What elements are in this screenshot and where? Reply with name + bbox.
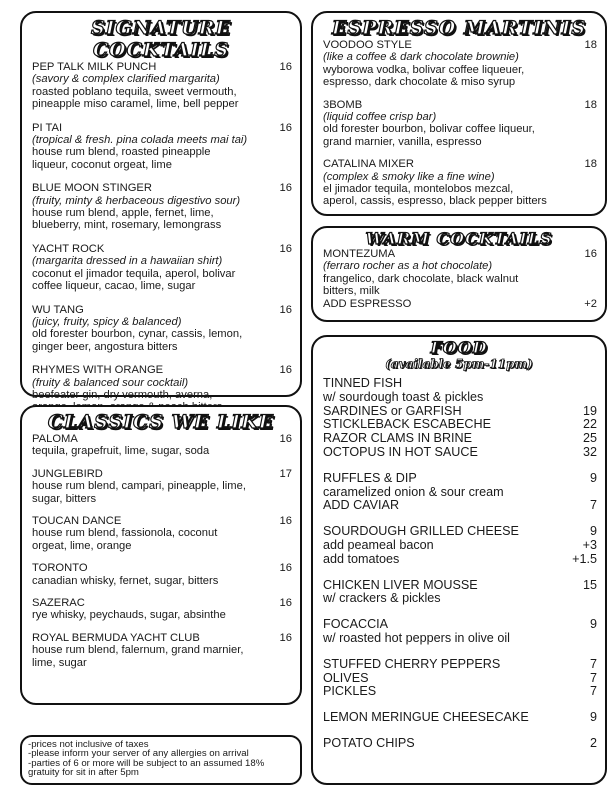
item-ingredients: tequila, grapefruit, lime, sugar, soda [32, 445, 210, 458]
food-item-price: +3 [582, 537, 597, 552]
item-ingredients: wyborowa vodka, bolivar coffee liqueuer, [323, 63, 525, 76]
food-line [323, 618, 597, 632]
item-price: 16 [279, 433, 292, 445]
item-name: PI TAI [32, 121, 63, 134]
food-item-price: 2 [589, 735, 597, 750]
item-price: 16 [279, 242, 292, 255]
item-header [32, 304, 292, 316]
item-price: 18 [584, 39, 597, 51]
item-description: (savory & complex clarified margarita) [32, 73, 220, 86]
food-line [323, 486, 597, 500]
food-item-text: caramelized onion & sour cream [323, 484, 504, 499]
menu-item [32, 597, 292, 622]
food-line [323, 377, 597, 391]
item-header [32, 433, 292, 445]
item-ingredients: lime, sugar [32, 656, 87, 669]
food-item-price [577, 486, 597, 500]
item-ingredients: frangelico, dark chocolate, black walnut [323, 272, 519, 285]
item-ingredients: coffee liqueur, cacao, lime, sugar [32, 280, 196, 293]
item-ingredients: canadian whisky, fernet, sugar, bitters [32, 574, 219, 587]
item-name: CATALINA MIXER [323, 158, 414, 171]
item-price: 16 [584, 248, 597, 260]
signature-items [22, 61, 300, 414]
item-ingredients: house rum blend, fassionola, coconut [32, 527, 218, 540]
item-name: 3BOMB [323, 98, 363, 111]
food-group [323, 377, 597, 460]
item-header [323, 158, 597, 170]
note-line: -parties of 6 or more will be subject to an assumed 18% [28, 757, 265, 769]
food-item-text: CHICKEN LIVER MOUSSE [323, 577, 478, 592]
item-description: (complex & smoky like a fine wine) [323, 170, 495, 183]
addon-name: ADD ESPRESSO [323, 297, 412, 310]
item-price: 17 [279, 467, 292, 480]
menu-item [323, 248, 597, 310]
item-ingredients: el jimador tequila, montelobos mezcal, [323, 183, 514, 196]
item-price: 16 [279, 597, 292, 610]
item-ingredients: pineapple miso caramel, lime, bell pepper [32, 98, 239, 111]
item-price: 16 [279, 631, 292, 644]
menu-item [32, 182, 292, 232]
item-header [32, 182, 292, 194]
food-line [323, 405, 597, 419]
menu-item [32, 632, 292, 669]
menu-item [323, 158, 597, 208]
food-item-text: add peameal bacon [323, 537, 434, 552]
item-ingredients: aperol, cassis, espresso, black pepper bitters [323, 195, 547, 208]
food-item-text: w/ sourdough toast & pickles [323, 389, 484, 404]
item-ingredients: house rum blend, apple, fernet, lime, [32, 207, 214, 220]
food-line [323, 446, 597, 460]
espresso-items [313, 39, 605, 208]
food-group [323, 579, 597, 607]
food-item-price: 7 [589, 684, 597, 699]
item-header [32, 468, 292, 480]
item-description: (juicy, fruity, spicy & balanced) [32, 315, 182, 328]
section-title: CLASSICS WE LIKE [47, 411, 275, 433]
item-ingredients: orgeat, lime, orange [32, 539, 132, 552]
food-line [323, 685, 597, 699]
menu-item [32, 515, 292, 552]
food-group [323, 525, 597, 566]
item-header [32, 243, 292, 255]
signature-cocktails-panel [20, 11, 302, 401]
menu-item [32, 433, 292, 458]
item-price: 16 [279, 515, 292, 528]
food-line [323, 711, 597, 725]
food-item-price: 19 [582, 403, 597, 418]
food-item-text: add tomatoes [323, 551, 400, 566]
item-name: YACHT ROCK [32, 242, 105, 255]
item-name: BLUE MOON STINGER [32, 182, 152, 195]
food-item-text: FOCACCIA [323, 617, 389, 632]
food-item-text: OCTOPUS IN HOT SAUCE [323, 444, 478, 459]
food-item-price: 7 [589, 656, 597, 671]
food-item-text: POTATO CHIPS [323, 735, 415, 750]
food-line [323, 672, 597, 686]
item-ingredients: grand marnier, vanilla, espresso [323, 135, 482, 148]
food-item-text: TINNED FISH [323, 376, 403, 390]
item-ingredients: house rum blend, falernum, grand marnier, [32, 644, 244, 657]
item-name: MONTEZUMA [323, 248, 396, 260]
item-ingredients: bitters, milk [323, 285, 380, 298]
item-price: 16 [279, 364, 292, 377]
item-name: PEP TALK MILK PUNCH [32, 61, 157, 73]
food-item-price: 7 [589, 498, 597, 513]
food-line [323, 553, 597, 567]
food-line [323, 472, 597, 486]
espresso-martinis-panel [311, 11, 607, 216]
item-header [32, 364, 292, 376]
item-price: 18 [584, 98, 597, 111]
food-group [323, 737, 597, 751]
food-panel [311, 335, 607, 785]
item-price: 16 [279, 562, 292, 575]
food-item-text: PICKLES [323, 684, 377, 699]
item-header [32, 61, 292, 73]
food-line [323, 525, 597, 539]
food-item-price: 9 [589, 710, 597, 725]
section-title: SIGNATURE COCKTAILS [91, 17, 231, 61]
item-description: (ferraro rocher as a hot chocolate) [323, 260, 493, 273]
item-ingredients: espresso, dark chocolate & miso syrup [323, 76, 516, 89]
food-group [323, 472, 597, 513]
item-name: JUNGLEBIRD [32, 467, 103, 480]
item-ingredients: ginger beer, angostura bitters [32, 340, 178, 353]
classics-items [22, 433, 300, 669]
item-ingredients: house rum blend, roasted pineapple [32, 146, 211, 159]
food-line [323, 579, 597, 593]
food-item-text: LEMON MERINGUE CHEESECAKE [323, 710, 529, 725]
food-item-price: 7 [589, 670, 597, 685]
note-line: gratuity for sit in after 5pm [28, 767, 139, 779]
item-ingredients: rye whisky, peychauds, sugar, absinthe [32, 609, 226, 622]
item-price: 16 [279, 61, 292, 73]
item-header [32, 632, 292, 644]
food-line [323, 499, 597, 513]
menu-item [32, 562, 292, 587]
item-ingredients: coconut el jimador tequila, aperol, bolivar [32, 267, 236, 280]
item-ingredients: roasted poblano tequila, sweet vermouth, [32, 85, 237, 98]
warm-cocktails-panel [311, 226, 607, 322]
item-header [32, 597, 292, 609]
note-line: -prices not inclusive of taxes [28, 739, 149, 750]
item-description: (liquid coffee crisp bar) [323, 111, 437, 124]
food-item-text: RUFFLES & DIP [323, 470, 417, 485]
food-group [323, 711, 597, 725]
food-item-text: w/ crackers & pickles [323, 591, 441, 606]
item-description: (fruity, minty & herbaceous digestivo sour) [32, 194, 241, 207]
item-price: 16 [279, 121, 292, 134]
menu-item [323, 99, 597, 149]
item-name: PALOMA [32, 433, 78, 445]
menu-item [32, 122, 292, 172]
food-item-price [577, 632, 597, 646]
item-ingredients: beefeater gin, dry vermouth, averna, [32, 388, 213, 401]
classics-panel [20, 405, 302, 705]
item-description: (tropical & fresh. pina colada meets mai tai) [32, 134, 248, 147]
item-header [32, 122, 292, 134]
section-title: ESPRESSO MARTINIS [331, 17, 587, 39]
menu-item [32, 304, 292, 354]
item-name: ROYAL BERMUDA YACHT CLUB [32, 631, 200, 644]
section-title: FOOD [430, 338, 488, 357]
food-item-text: RAZOR CLAMS IN BRINE [323, 431, 473, 446]
food-line [323, 658, 597, 672]
menu-item [32, 243, 292, 293]
item-header [323, 99, 597, 111]
food-item-text: w/ roasted hot peppers in olive oil [323, 630, 510, 645]
food-item-price [577, 592, 597, 606]
item-name: RHYMES WITH ORANGE [32, 364, 164, 377]
food-items [313, 377, 605, 751]
food-line [323, 737, 597, 751]
food-item-price: +1.5 [572, 551, 597, 566]
food-item-price: 22 [582, 417, 597, 432]
food-line [323, 391, 597, 405]
item-header [32, 562, 292, 574]
food-item-price: 9 [589, 617, 597, 632]
item-ingredients: sugar, bitters [32, 492, 97, 505]
item-description: (fruity & balanced sour cocktail) [32, 376, 189, 389]
food-item-price: 32 [582, 444, 597, 459]
item-price: 16 [279, 303, 292, 316]
food-line [323, 592, 597, 606]
food-item-text: OLIVES [323, 670, 369, 685]
food-item-text: STUFFED CHERRY PEPPERS [323, 656, 501, 671]
item-price: 16 [279, 182, 292, 195]
item-name: SAZERAC [32, 597, 85, 610]
item-name: TOUCAN DANCE [32, 515, 122, 528]
section-title: WARM COCKTAILS [365, 229, 553, 248]
item-ingredients: blueberry, mint, rosemary, lemongrass [32, 219, 222, 232]
food-item-price: 9 [589, 524, 597, 539]
item-ingredients: liqueur, coconut orgeat, lime [32, 158, 172, 171]
food-item-text: SOURDOUGH GRILLED CHEESE [323, 524, 519, 539]
food-item-text: ADD CAVIAR [323, 498, 400, 513]
food-item-text: STICKLEBACK ESCABECHE [323, 417, 491, 432]
food-line [323, 539, 597, 553]
section-subtitle: (available 5pm-11pm) [385, 357, 533, 371]
food-group [323, 658, 597, 699]
item-ingredients: old forester bourbon, bolivar coffee liqueur, [323, 123, 535, 136]
item-price: 18 [584, 158, 597, 171]
food-line [323, 432, 597, 446]
food-group [323, 618, 597, 646]
item-header [32, 515, 292, 527]
food-line [323, 418, 597, 432]
food-item-price: 25 [582, 431, 597, 446]
item-ingredients: house rum blend, campari, pineapple, lime, [32, 480, 246, 493]
food-line [323, 632, 597, 646]
item-name: VOODOO STYLE [323, 39, 412, 51]
menu-item [323, 39, 597, 89]
food-item-text: SARDINES or GARFISH [323, 403, 462, 418]
note-line: -please inform your server of any allergies on arrival [28, 748, 249, 760]
item-ingredients: old forester bourbon, cynar, cassis, lemon, [32, 328, 243, 341]
item-description: (margarita dressed in a hawaiian shirt) [32, 255, 223, 268]
food-item-price: 15 [582, 577, 597, 592]
food-item-price: 9 [589, 470, 597, 485]
item-name: TORONTO [32, 562, 88, 575]
menu-item [32, 61, 292, 111]
item-description: (like a coffee & dark chocolate brownie) [323, 51, 519, 64]
food-item-price [577, 391, 597, 405]
notes-box [20, 735, 302, 785]
food-item-price [577, 377, 597, 391]
item-header [323, 39, 597, 51]
item-name: WU TANG [32, 303, 84, 316]
menu-item [32, 468, 292, 505]
addon-price: +2 [584, 297, 597, 310]
